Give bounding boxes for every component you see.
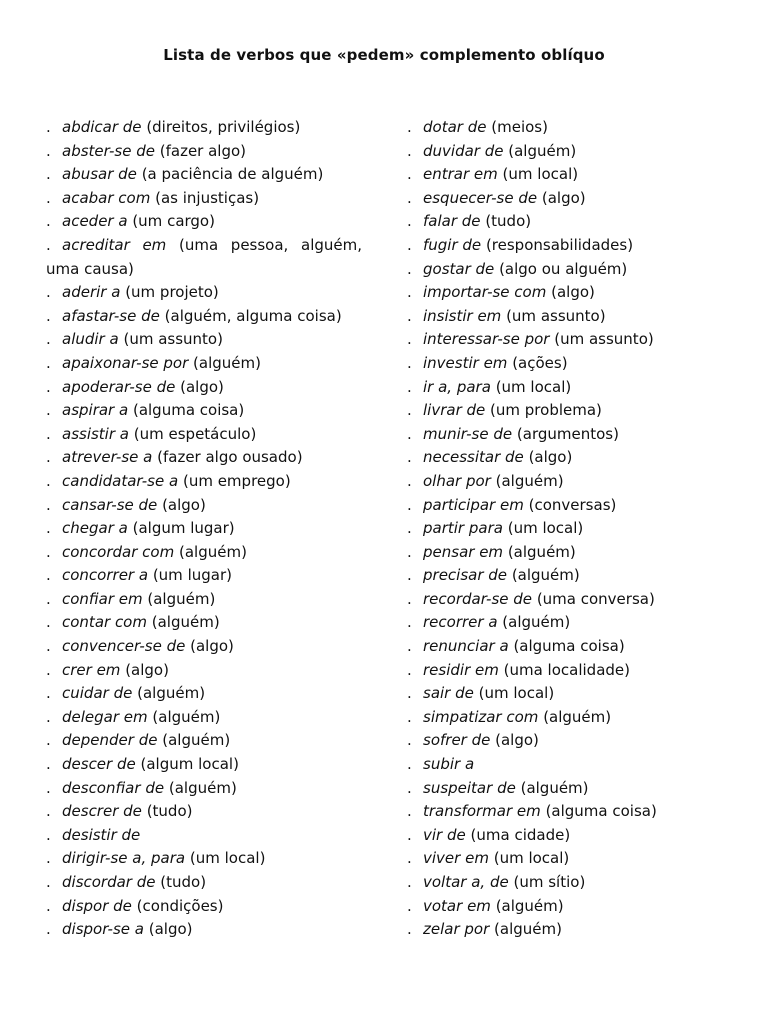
verb-entry [407, 470, 737, 494]
complement-text: (algum local) [140, 755, 239, 774]
complement-text: (um assunto) [554, 330, 654, 349]
entry-bullet: . [46, 424, 51, 443]
verb-text: cansar-se de [62, 495, 158, 514]
verb-entry [407, 659, 737, 683]
entry-bullet: . [407, 566, 412, 585]
verb-entry [46, 541, 362, 565]
complement-text: (alguém) [508, 141, 577, 160]
complement-text: (a paciência de alguém) [141, 165, 324, 184]
verb-entry [407, 234, 737, 258]
complement-text: (alguma coisa) [545, 802, 657, 821]
complement-text: (direitos, privilégios) [146, 118, 301, 136]
complement-text: (um local) [502, 165, 579, 184]
complement-text: (uma conversa) [536, 589, 655, 608]
entry-bullet: . [407, 495, 412, 514]
complement-text: (alguém) [179, 542, 247, 561]
verb-text: abusar de [62, 165, 137, 184]
entry-bullet: . [46, 778, 51, 797]
verb-entry [46, 234, 362, 281]
complement-text: (algum lugar) [132, 519, 235, 538]
complement-text: (um sítio) [513, 873, 586, 891]
entry-bullet: . [46, 920, 51, 939]
page-title: Lista de verbos que «pedem» complemento oblíquo [163, 46, 605, 64]
entry-bullet: . [46, 519, 51, 538]
entry-bullet: . [46, 637, 51, 656]
verb-text: assistir a [62, 424, 129, 443]
verb-entry [407, 494, 737, 518]
verb-text: concorrer a [62, 566, 149, 585]
entry-bullet: . [407, 353, 412, 372]
complement-text: (alguém) [168, 778, 237, 797]
entry-bullet: . [407, 802, 412, 821]
entry-bullet: . [46, 118, 51, 136]
verb-text: convencer-se de [62, 637, 186, 656]
complement-text: (algo) [551, 283, 595, 302]
verb-text: importar-se com [423, 283, 547, 302]
verb-entry [407, 517, 737, 541]
entry-bullet: . [46, 566, 51, 585]
complement-text: (ações) [512, 353, 568, 372]
entry-bullet: . [46, 377, 51, 396]
entry-bullet: . [407, 920, 412, 939]
entry-bullet: . [407, 589, 412, 608]
verb-entry [407, 328, 737, 352]
entry-bullet: . [407, 613, 412, 632]
entry-bullet: . [407, 377, 412, 396]
verb-entry [407, 305, 737, 329]
verb-text: fugir de [423, 235, 482, 254]
verb-entry [407, 210, 737, 234]
verb-text: aspirar a [62, 401, 129, 420]
verb-text: precisar de [423, 566, 508, 585]
verb-entry [407, 281, 737, 305]
entry-bullet: . [46, 283, 51, 302]
complement-text: (um cargo) [132, 212, 215, 231]
entry-bullet: . [46, 401, 51, 420]
entry-bullet: . [407, 660, 412, 679]
verb-entry [46, 163, 362, 187]
complement-text: (responsabilidades) [485, 235, 634, 254]
verb-entry [407, 258, 737, 282]
verb-text: abdicar de [62, 118, 142, 136]
verb-text: viver em [423, 849, 489, 868]
entry-bullet: . [46, 212, 51, 231]
complement-text: (alguém) [502, 613, 571, 632]
verb-text: desconfiar de [62, 778, 165, 797]
verb-text: livrar de [423, 401, 486, 420]
verb-entry [46, 706, 362, 730]
complement-text: (alguma coisa) [513, 637, 625, 656]
complement-text: (um local) [495, 377, 572, 396]
right-verb-list [407, 116, 737, 942]
verb-entry [407, 352, 737, 376]
verb-text: dispor de [62, 896, 132, 915]
verb-text: vir de [423, 825, 466, 844]
entry-bullet: . [46, 353, 51, 372]
verb-text: discordar de [62, 873, 156, 891]
verb-entry [407, 777, 737, 801]
verb-entry [407, 753, 737, 777]
entry-bullet: . [46, 849, 51, 868]
entry-bullet: . [407, 731, 412, 750]
entry-bullet: . [407, 778, 412, 797]
entry-bullet: . [407, 118, 412, 136]
verb-text: voltar a, de [423, 873, 509, 891]
verb-entry [407, 824, 737, 848]
entry-bullet: . [46, 471, 51, 490]
verb-text: votar em [423, 896, 491, 915]
verb-entry [46, 446, 362, 470]
verb-text: aderir a [62, 283, 121, 302]
verb-entry [407, 871, 737, 895]
entry-bullet: . [46, 188, 51, 207]
complement-text: (alguém) [193, 353, 261, 372]
verb-entry [46, 494, 362, 518]
entry-bullet: . [407, 424, 412, 443]
verb-text: atrever-se a [62, 448, 153, 467]
verb-text: dotar de [423, 118, 487, 136]
complement-text: (meios) [491, 118, 548, 136]
verb-text: simpatizar com [423, 707, 539, 726]
complement-text: (algo) [495, 731, 539, 750]
entry-bullet: . [407, 259, 412, 278]
complement-text: (uma pessoa, alguém, uma causa) [46, 235, 362, 278]
verb-text: pensar em [423, 542, 504, 561]
complement-text: (fazer algo) [159, 141, 247, 160]
entry-bullet: . [407, 542, 412, 561]
verb-entry [407, 376, 737, 400]
verb-text: partir para [423, 519, 503, 538]
complement-text: (alguém) [162, 731, 231, 750]
complement-text: (conversas) [528, 495, 617, 514]
verb-text: dirigir-se a, para [62, 849, 186, 868]
verb-text: sofrer de [423, 731, 491, 750]
entry-bullet: . [407, 519, 412, 538]
verb-text: sair de [423, 684, 474, 703]
entry-bullet: . [46, 495, 51, 514]
complement-text: (algo) [162, 495, 206, 514]
verb-text: recordar-se de [423, 589, 533, 608]
verb-entry [46, 564, 362, 588]
entry-bullet: . [407, 873, 412, 891]
verb-text: afastar-se de [62, 306, 160, 325]
entry-bullet: . [46, 448, 51, 467]
verb-text: dispor-se a [62, 920, 144, 939]
verb-entry [46, 281, 362, 305]
entry-bullet: . [407, 330, 412, 349]
complement-text: (alguém, alguma coisa) [164, 306, 342, 325]
complement-text: (alguém) [543, 707, 612, 726]
entry-bullet: . [407, 283, 412, 302]
verb-entry [46, 328, 362, 352]
complement-text: (alguém) [494, 920, 562, 939]
entry-bullet: . [46, 330, 51, 349]
entry-bullet: . [46, 306, 51, 325]
entry-bullet: . [407, 448, 412, 467]
verb-entry [407, 706, 737, 730]
verb-entry [46, 611, 362, 635]
verb-entry [46, 352, 362, 376]
verb-entry [46, 399, 362, 423]
entry-bullet: . [46, 589, 51, 608]
complement-text: (tudo) [146, 802, 193, 821]
verb-entry [46, 470, 362, 494]
verb-text: munir-se de [423, 424, 513, 443]
verb-entry [407, 918, 737, 942]
verb-entry [46, 210, 362, 234]
entry-bullet: . [407, 825, 412, 844]
verb-entry [46, 729, 362, 753]
verb-entry [46, 140, 362, 164]
verb-text: candidatar-se a [62, 471, 179, 490]
entry-bullet: . [46, 802, 51, 821]
complement-text: (alguém) [495, 471, 564, 490]
complement-text: (alguma coisa) [132, 401, 245, 420]
verb-text: confiar em [62, 589, 143, 608]
verb-text: descrer de [62, 802, 142, 821]
verb-text: transformar em [423, 802, 541, 821]
entry-bullet: . [407, 896, 412, 915]
verb-entry [407, 729, 737, 753]
verb-text: interessar-se por [423, 330, 550, 349]
left-verb-list [46, 116, 362, 942]
verb-entry [407, 446, 737, 470]
verb-text: insistir em [423, 306, 502, 325]
verb-text: esquecer-se de [423, 188, 538, 207]
verb-entry [46, 517, 362, 541]
verb-text: descer de [62, 755, 136, 774]
verb-entry [407, 423, 737, 447]
entry-bullet: . [46, 825, 51, 844]
entry-bullet: . [407, 188, 412, 207]
complement-text: (tudo) [485, 212, 532, 231]
verb-entry [407, 895, 737, 919]
verb-text: abster-se de [62, 141, 155, 160]
complement-text: (um assunto) [506, 306, 606, 325]
complement-text: (algo) [125, 660, 169, 679]
verb-entry [46, 116, 362, 140]
entry-bullet: . [407, 212, 412, 231]
entry-bullet: . [46, 707, 51, 726]
complement-text: (um problema) [490, 401, 602, 420]
complement-text: (tudo) [160, 873, 207, 891]
complement-text: (fazer algo ousado) [157, 448, 303, 467]
verb-entry [407, 187, 737, 211]
entry-bullet: . [407, 141, 412, 160]
complement-text: (alguém) [520, 778, 589, 797]
verb-entry [46, 376, 362, 400]
verb-text: ir a, para [423, 377, 491, 396]
entry-bullet: . [407, 684, 412, 703]
verb-entry [407, 564, 737, 588]
complement-text: (um projeto) [125, 283, 219, 302]
complement-text: (algo ou alguém) [499, 259, 628, 278]
complement-text: (alguém) [511, 566, 580, 585]
verb-entry [46, 824, 362, 848]
verb-text: participar em [423, 495, 524, 514]
complement-text: (alguém) [147, 589, 216, 608]
verb-text: gostar de [423, 259, 495, 278]
verb-entry [407, 140, 737, 164]
verb-text: chegar a [62, 519, 128, 538]
complement-text: (as injustiças) [155, 188, 260, 207]
verb-text: residir em [423, 660, 499, 679]
verb-text: recorrer a [423, 613, 498, 632]
complement-text: (alguém) [507, 542, 576, 561]
entry-bullet: . [407, 165, 412, 184]
verb-text: subir a [423, 755, 475, 774]
verb-entry [46, 659, 362, 683]
verb-text: investir em [423, 353, 508, 372]
complement-text: (algo) [541, 188, 586, 207]
verb-text: entrar em [423, 165, 498, 184]
complement-text: (algo) [528, 448, 573, 467]
complement-text: (alguém) [495, 896, 564, 915]
verb-text: apaixonar-se por [62, 353, 189, 372]
verb-entry [46, 635, 362, 659]
verb-text: desistir de [62, 825, 141, 844]
verb-entry [407, 611, 737, 635]
verb-entry [46, 777, 362, 801]
verb-entry [407, 541, 737, 565]
entry-bullet: . [46, 731, 51, 750]
verb-text: cuidar de [62, 684, 133, 703]
complement-text: (um local) [478, 684, 555, 703]
complement-text: (alguém) [137, 684, 206, 703]
verb-entry [46, 753, 362, 777]
verb-entry [407, 116, 737, 140]
complement-text: (alguém) [152, 707, 221, 726]
verb-text: contar com [62, 613, 147, 632]
verb-entry [46, 871, 362, 895]
complement-text: (um local) [507, 519, 584, 538]
entry-bullet: . [407, 707, 412, 726]
entry-bullet: . [46, 542, 51, 561]
verb-entry [407, 163, 737, 187]
entry-bullet: . [46, 613, 51, 632]
verb-entry [46, 588, 362, 612]
complement-text: (um emprego) [182, 471, 291, 490]
verb-entry [46, 800, 362, 824]
entry-bullet: . [46, 755, 51, 774]
entry-bullet: . [407, 306, 412, 325]
verb-text: olhar por [423, 471, 491, 490]
complement-text: (argumentos) [516, 424, 619, 443]
entry-bullet: . [46, 873, 51, 891]
verb-text: acreditar em [62, 235, 167, 254]
complement-text: (uma localidade) [503, 660, 630, 679]
entry-bullet: . [46, 165, 51, 184]
verb-entry [407, 800, 737, 824]
verb-text: aceder a [62, 212, 128, 231]
complement-text: (alguém) [151, 613, 220, 632]
verb-text: crer em [62, 660, 121, 679]
verb-entry [46, 918, 362, 942]
entry-bullet: . [46, 235, 51, 254]
verb-text: necessitar de [423, 448, 524, 467]
entry-bullet: . [407, 235, 412, 254]
verb-entry [46, 187, 362, 211]
verb-text: falar de [423, 212, 481, 231]
verb-text: aludir a [62, 330, 119, 349]
verb-text: concordar com [62, 542, 175, 561]
verb-entry [407, 847, 737, 871]
verb-text: apoderar-se de [62, 377, 176, 396]
complement-text: (uma cidade) [470, 825, 571, 844]
verb-entry [46, 847, 362, 871]
verb-text: depender de [62, 731, 158, 750]
entry-bullet: . [46, 141, 51, 160]
complement-text: (um assunto) [123, 330, 223, 349]
complement-text: (algo) [190, 637, 234, 656]
complement-text: (um espetáculo) [133, 424, 257, 443]
verb-entry [407, 399, 737, 423]
verb-text: renunciar a [423, 637, 509, 656]
entry-bullet: . [407, 401, 412, 420]
entry-bullet: . [46, 684, 51, 703]
entry-bullet: . [46, 896, 51, 915]
entry-bullet: . [407, 637, 412, 656]
complement-text: (algo) [180, 377, 224, 396]
verb-text: duvidar de [423, 141, 504, 160]
verb-text: suspeitar de [423, 778, 516, 797]
verb-entry [407, 682, 737, 706]
complement-text: (algo) [148, 920, 193, 939]
entry-bullet: . [407, 755, 412, 774]
verb-entry [46, 423, 362, 447]
entry-bullet: . [407, 849, 412, 868]
verb-text: acabar com [62, 188, 151, 207]
verb-entry [407, 635, 737, 659]
verb-entry [46, 895, 362, 919]
verb-text: zelar por [423, 920, 490, 939]
complement-text: (um lugar) [152, 566, 232, 585]
complement-text: (condições) [136, 896, 224, 915]
verb-entry [407, 588, 737, 612]
verb-text: delegar em [62, 707, 148, 726]
complement-text: (um local) [189, 849, 266, 868]
entry-bullet: . [407, 471, 412, 490]
verb-entry [46, 305, 362, 329]
entry-bullet: . [46, 660, 51, 679]
verb-entry [46, 682, 362, 706]
complement-text: (um local) [493, 849, 570, 868]
